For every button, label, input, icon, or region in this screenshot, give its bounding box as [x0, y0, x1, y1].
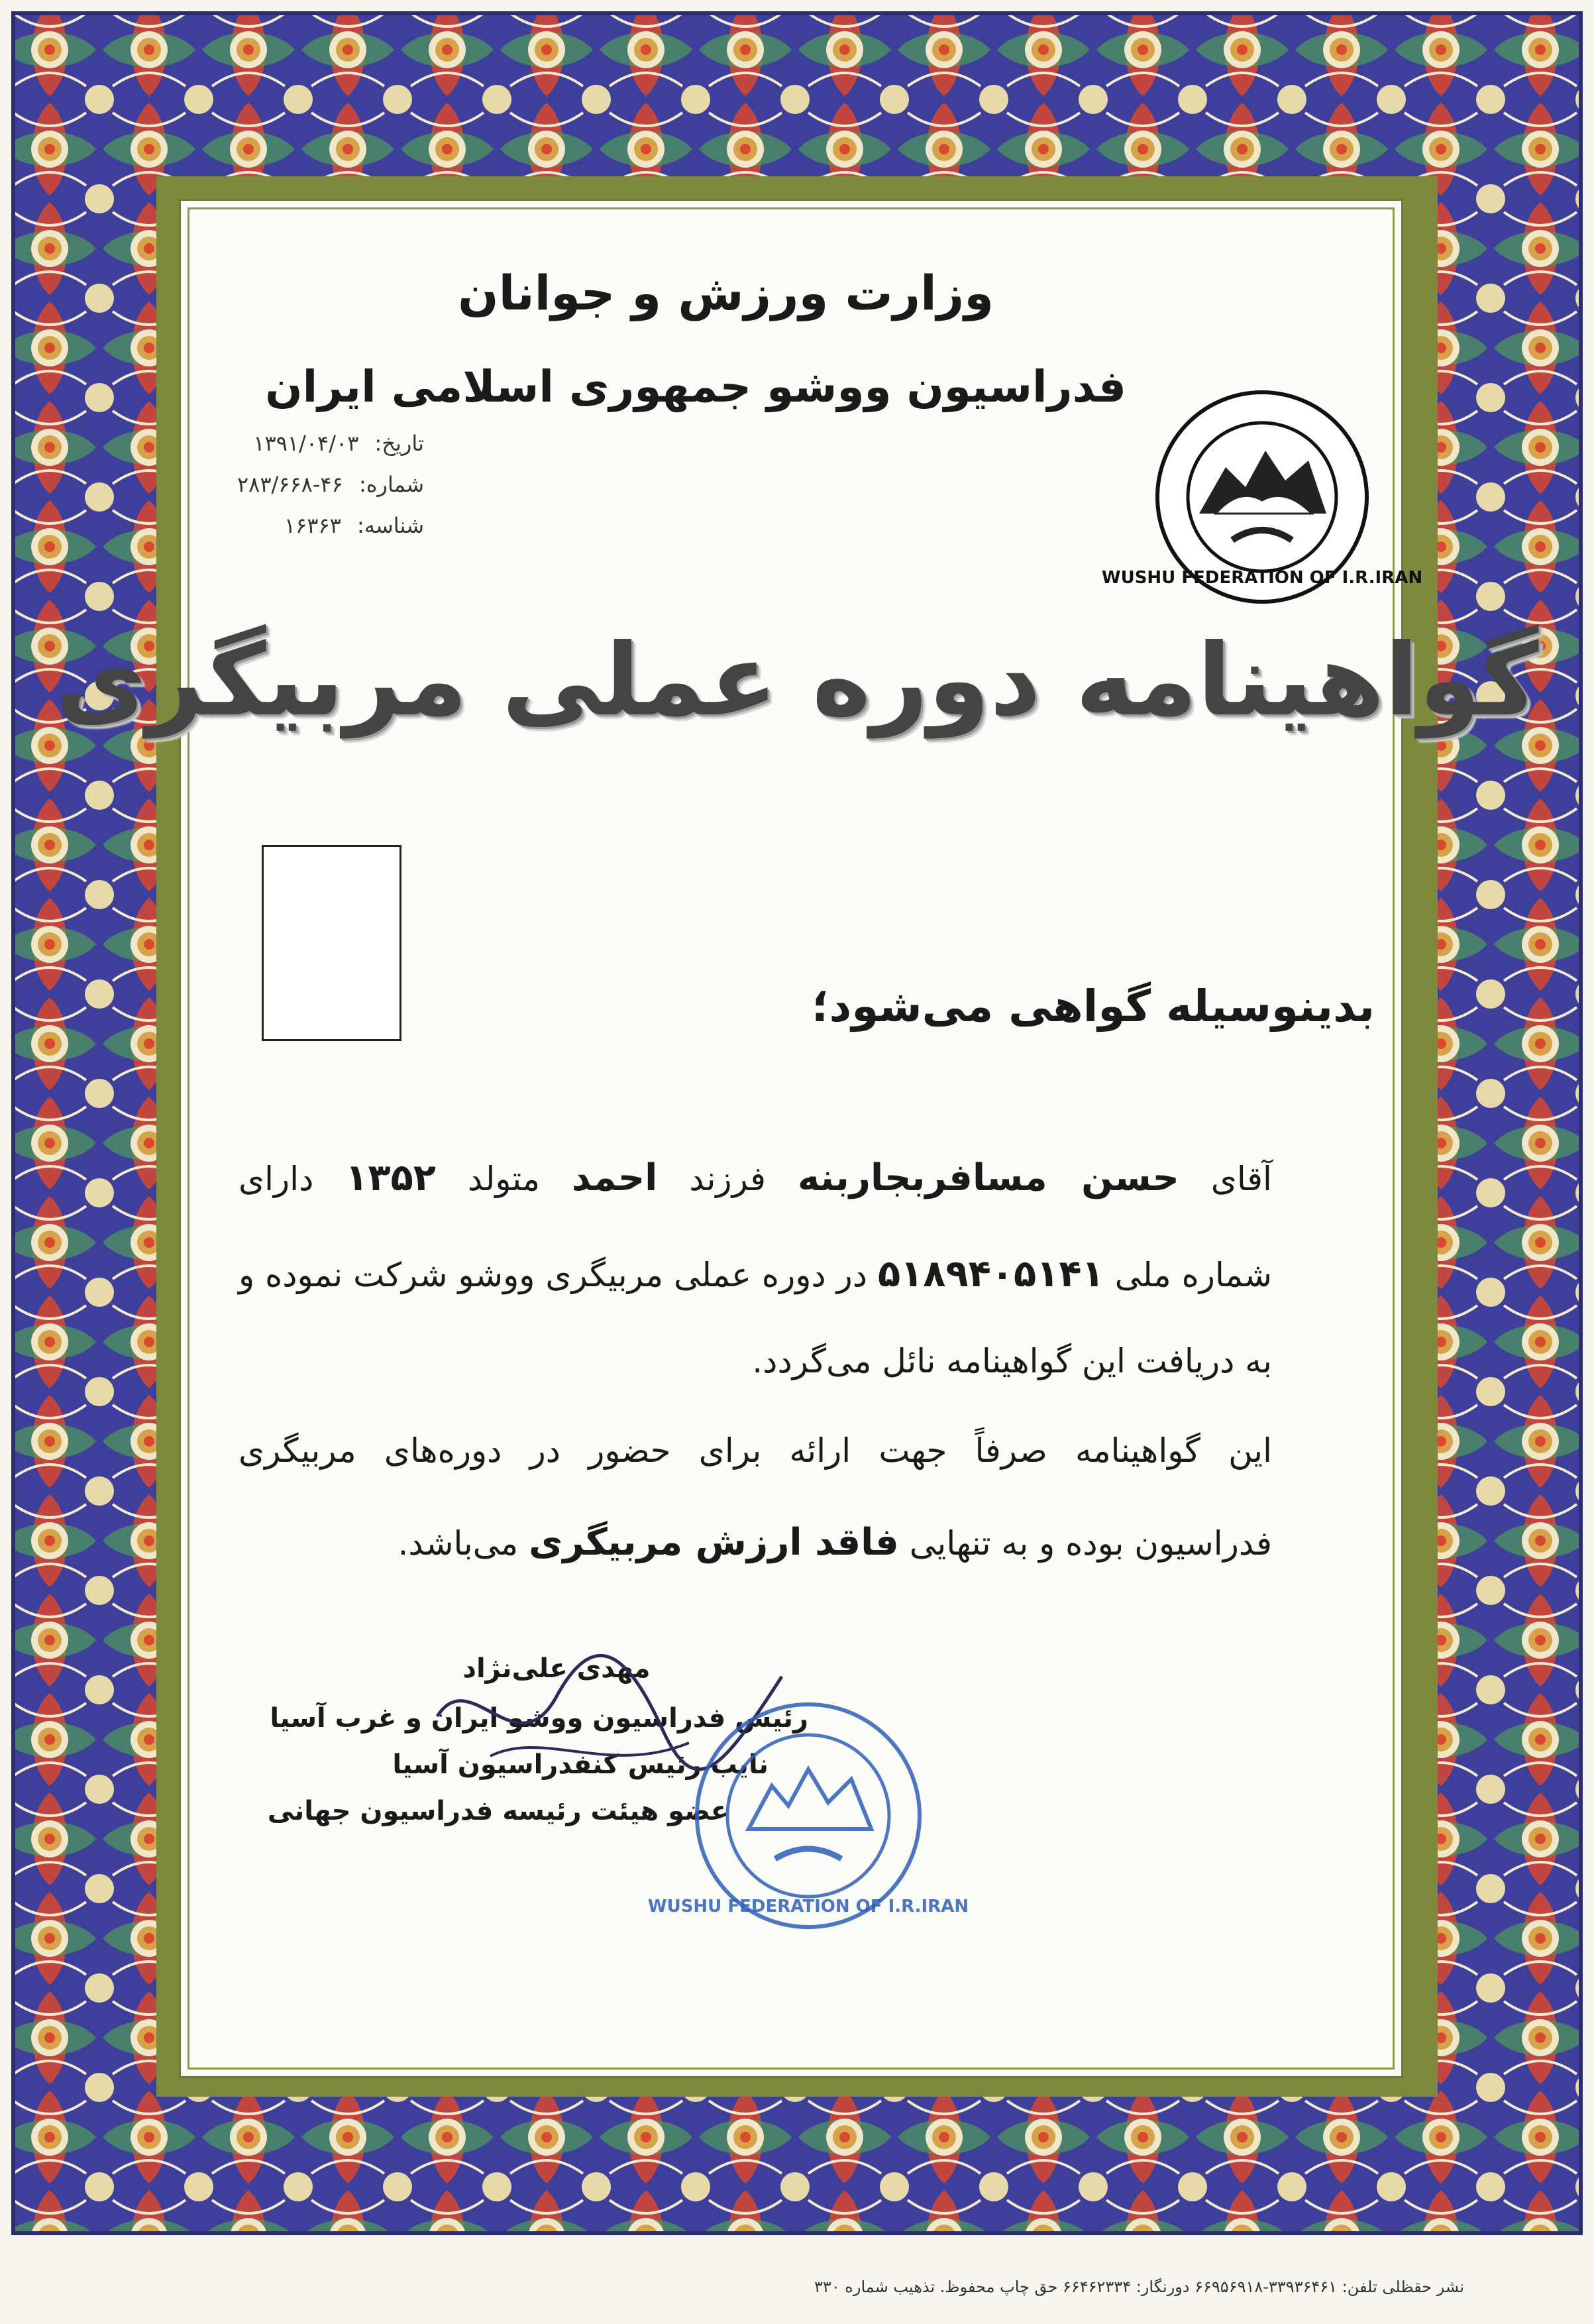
certification-intro: بدینوسیله گواهی می‌شود؛ [812, 981, 1375, 1032]
text-born: متولد [467, 1160, 541, 1198]
national-id-value: ۵۱۸۹۴۰۵۱۴۱ [877, 1252, 1104, 1296]
svg-text:WUSHU FEDERATION OF I.R.IRAN: WUSHU FEDERATION OF I.R.IRAN [647, 1897, 969, 1916]
signatory-name: مهدی علی‌نژاد [462, 1653, 651, 1684]
federation-heading: فدراسیون ووشو جمهوری اسلامی ایران [265, 361, 1126, 412]
ministry-heading: وزارت ورزش و جوانان [458, 265, 994, 321]
number-value: ۴۶-۲۸۳/۶۶۸ [237, 472, 343, 497]
id-row [252, 513, 424, 538]
signatory-role-1: رئیس فدراسیون ووشو ایران و غرب آسیا [270, 1703, 808, 1734]
date-value: ۱۳۹۱/۰۴/۰۳ [253, 431, 359, 456]
date-row [252, 431, 424, 456]
body-line-5 [239, 1521, 1272, 1564]
holder-name: حسن مسافربجاربنه [797, 1156, 1179, 1199]
body-line-4: این گواهینامه صرفاً جهت ارائه برای حضور در دوره‌های مربیگری [239, 1431, 1272, 1470]
id-value: ۱۶۳۶۳ [284, 513, 341, 538]
father-name: احمد [571, 1156, 658, 1199]
text-federation-alone: فدراسیون بوده و به تنهایی [909, 1524, 1272, 1563]
printer-footer: نشر حقظلی تلفن: ۳۳۹۳۶۴۶۱-۶۶۹۵۶۹۱۸ دورنگار: ۶۶۴۶۲۳۳۴ حق چاپ محفوظ. تذهیب شماره ۳۳۰ [814, 2278, 1464, 2296]
id-label: شناسه: [357, 513, 424, 538]
body-line-1 [239, 1156, 1272, 1199]
text-national-id: شماره ملی [1114, 1256, 1272, 1294]
text-mr: آقای [1210, 1160, 1272, 1198]
text-son-of: فرزند [689, 1160, 767, 1198]
signatory-role-2: نایب رئیس کنفدراسیون آسیا [392, 1749, 769, 1780]
number-row [237, 472, 424, 497]
birth-year: ۱۳۵۲ [345, 1156, 436, 1199]
body-line-2 [239, 1252, 1272, 1296]
number-label: شماره: [358, 472, 424, 497]
federation-logo [1101, 388, 1423, 606]
text-no-coaching-value: فاقد ارزش مربیگری [529, 1521, 899, 1564]
body-line-3: به دریافت این گواهینامه نائل می‌گردد. [752, 1342, 1272, 1380]
svg-text:WUSHU FEDERATION OF I.R.IRAN: WUSHU FEDERATION OF I.R.IRAN [1101, 568, 1423, 588]
certificate-title: گواهینامه دوره عملی مربیگری [55, 623, 1539, 738]
text-is: می‌باشد. [398, 1524, 519, 1563]
text-course: در دوره عملی مربیگری ووشو شرکت نموده و [239, 1256, 867, 1294]
text-holder-of: دارای [239, 1160, 314, 1198]
date-label: تاریخ: [374, 431, 424, 456]
signatory-role-3: عضو هیئت رئیسه فدراسیون جهانی [267, 1796, 729, 1826]
official-stamp [647, 1696, 969, 1935]
